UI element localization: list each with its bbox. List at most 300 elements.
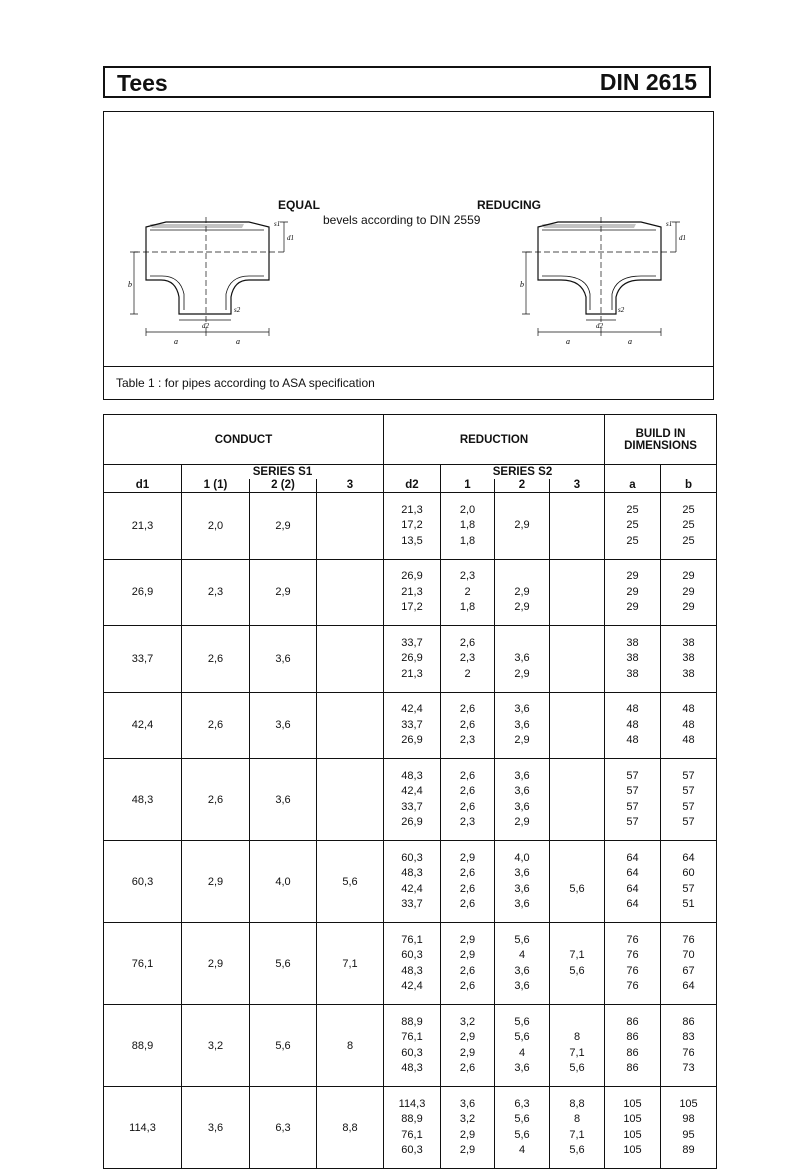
cell-a-value: 48: [626, 703, 639, 715]
cell-d2-value: 21,3: [401, 667, 423, 680]
cell-d2-value: 114,3: [398, 1097, 426, 1110]
cell-a-value: 48: [626, 718, 639, 731]
cell-s2-2-value: 4: [518, 1144, 526, 1156]
page-header: [103, 66, 711, 98]
cell-s2-1-value: 1,8: [459, 601, 476, 613]
cell-s1-3: 5,6: [317, 841, 384, 923]
cell-s2-3-value: 7,1: [569, 949, 585, 961]
cell-d2-value: 76,1: [401, 933, 423, 946]
cell-a: [605, 923, 661, 1005]
cell-s2-3: [550, 759, 605, 841]
cell-s2-2-value: 3,6: [514, 652, 530, 664]
cell-d2-value: 21,3: [401, 503, 423, 516]
cell-s2-2-value: 3,6: [514, 964, 530, 977]
cell-s2-2-value: [495, 636, 549, 652]
figure-panel: [103, 111, 714, 400]
cell-s2-2-value: 5,6: [514, 1128, 530, 1141]
cell-d2-value: 17,2: [401, 601, 423, 613]
cell-b-value: 25: [682, 534, 695, 547]
cell-s1-2: 2,9: [250, 493, 317, 560]
dim-s2-label: s2: [618, 306, 625, 314]
cell-d2-value: 13,5: [401, 534, 423, 547]
cell-s2-3-value: 5,6: [569, 964, 585, 977]
cell-s2-2-value: 4: [518, 1046, 526, 1059]
cell-s1-2: 3,6: [250, 759, 317, 841]
col-s2-3-header: 3: [550, 479, 605, 493]
cell-s2-3: [550, 923, 605, 1005]
cell-s1-2: 6,3: [250, 1087, 317, 1169]
cell-a-value: 64: [626, 882, 639, 895]
reducing-label: REDUCING: [477, 198, 542, 212]
cell-d2-value: 33,7: [401, 898, 423, 910]
cell-s2-3-value: [550, 518, 604, 534]
cell-s2-1: [441, 692, 495, 759]
cell-d2: [384, 626, 441, 693]
cell-s2-3-value: [550, 851, 604, 867]
col-s2-1-header: 1: [441, 479, 495, 493]
dim-b-label: b: [128, 280, 132, 289]
dim-d2-label: d2: [202, 322, 209, 330]
cell-s2-1-value: 2,6: [459, 718, 476, 731]
cell-d2-value: 88,9: [401, 1113, 423, 1125]
cell-s1-1: 2,0: [182, 493, 250, 560]
cell-d2: [384, 923, 441, 1005]
cell-s1-2: 2,9: [250, 559, 317, 626]
cell-a-value: 29: [626, 601, 639, 613]
cell-s2-3-value: [550, 1015, 604, 1031]
cell-s2-1-value: 2,6: [459, 964, 476, 977]
table-row: [104, 692, 717, 759]
cell-s2-2: [495, 1005, 550, 1087]
cell-b-value: 48: [682, 734, 695, 746]
cell-s2-1-value: 3,2: [459, 1113, 476, 1125]
cell-s2-1: [441, 559, 495, 626]
cell-s2-3-value: 8: [573, 1031, 581, 1043]
dim-a-right-label: a: [628, 337, 632, 346]
cell-d1: 76,1: [104, 923, 182, 1005]
cell-s2-1-value: 2,3: [459, 734, 476, 746]
cell-b-value: 29: [682, 585, 695, 598]
cell-d1: 33,7: [104, 626, 182, 693]
cell-b-value: 95: [682, 1128, 695, 1141]
cell-s2-3-value: [550, 636, 604, 652]
table-row: [104, 493, 717, 560]
cell-s1-3: [317, 626, 384, 693]
cell-s2-3-value: [550, 815, 604, 831]
cell-a-value: 64: [626, 867, 639, 879]
cell-s2-2-value: 3,6: [514, 785, 530, 797]
cell-s2-3: [550, 1005, 605, 1087]
cell-a-value: 29: [626, 585, 639, 598]
cell-s2-3-value: [550, 503, 604, 519]
cell-s2-3-value: [550, 800, 604, 816]
cell-s1-3: [317, 559, 384, 626]
cell-s2-1: [441, 1087, 495, 1169]
cell-s1-1: 2,9: [182, 923, 250, 1005]
cell-s2-3-value: [550, 569, 604, 585]
cell-s2-2-value: 4: [518, 949, 526, 961]
cell-s2-1-value: 2,9: [459, 1031, 476, 1043]
cell-b-value: 38: [682, 667, 695, 680]
cell-s2-2-value: 3,6: [514, 703, 530, 715]
cell-d2-value: 26,9: [401, 734, 423, 746]
cell-s2-3-value: 7,1: [569, 1128, 585, 1141]
cell-s2-1: [441, 759, 495, 841]
col-b-header: b: [661, 479, 717, 493]
reducing-tee-drawing: [516, 212, 696, 362]
cell-s2-3-value: 5,6: [569, 1062, 585, 1074]
cell-s2-3-value: [550, 718, 604, 734]
cell-s1-3: [317, 692, 384, 759]
cell-b-value: 67: [682, 964, 695, 977]
cell-s2-3-value: [550, 979, 604, 995]
cell-s2-1-value: 2,6: [459, 882, 476, 895]
cell-s2-2-value: 2,9: [514, 585, 530, 598]
cell-a-value: 29: [626, 570, 639, 582]
cell-a-value: 86: [626, 1046, 639, 1059]
cell-d2: [384, 1087, 441, 1169]
cell-d2-value: 48,3: [401, 867, 423, 879]
cell-a: [605, 692, 661, 759]
cell-b-value: 57: [682, 769, 695, 782]
cell-d2: [384, 841, 441, 923]
cell-a-value: 105: [623, 1128, 642, 1141]
cell-s2-3: [550, 626, 605, 693]
equal-tee-drawing: [124, 212, 304, 362]
cell-s2-2-value: 2,9: [514, 519, 530, 531]
cell-s2-1-value: 2,6: [459, 785, 476, 797]
cell-s2-2: [495, 923, 550, 1005]
cell-s2-3-value: 8: [573, 1113, 581, 1125]
cell-s2-1-value: 2,6: [459, 867, 476, 879]
cell-s2-1-value: 2,9: [459, 1144, 476, 1156]
cell-b: [661, 759, 717, 841]
cell-s2-1-value: 2: [464, 585, 471, 598]
cell-a: [605, 1087, 661, 1169]
cell-d2-value: 42,4: [401, 882, 423, 895]
bevels-note: bevels according to DIN 2559: [323, 213, 481, 227]
cell-a: [605, 841, 661, 923]
cell-s2-2-value: 6,3: [514, 1097, 530, 1110]
cell-b: [661, 559, 717, 626]
cell-s2-1-value: 1,8: [459, 534, 476, 547]
col-d2-header: d2: [384, 479, 441, 493]
cell-b: [661, 692, 717, 759]
cell-s2-1-value: 2,6: [459, 1062, 476, 1074]
cell-s2-1: [441, 841, 495, 923]
cell-d1: 26,9: [104, 559, 182, 626]
cell-b-value: 57: [682, 785, 695, 797]
cell-s1-2: 3,6: [250, 692, 317, 759]
cell-a: [605, 559, 661, 626]
cell-a-value: 25: [626, 503, 639, 516]
cell-s2-1-value: 2,9: [459, 949, 476, 961]
cell-d2-value: 17,2: [401, 519, 423, 531]
cell-s1-1: 2,6: [182, 626, 250, 693]
cell-s2-2-value: 3,6: [514, 1062, 530, 1074]
cell-b-value: 89: [682, 1144, 695, 1156]
cell-b-value: 57: [682, 800, 695, 813]
cell-d1: 114,3: [104, 1087, 182, 1169]
cell-a-value: 86: [626, 1062, 639, 1074]
dim-d1-label: d1: [287, 234, 294, 242]
cell-s2-3-value: [550, 769, 604, 785]
cell-s2-2-value: [495, 534, 549, 550]
cell-s2-2: [495, 759, 550, 841]
cell-s2-1-value: 2,3: [459, 570, 476, 582]
cell-s2-2-value: 2,9: [514, 816, 530, 828]
cell-s2-2-value: 5,6: [514, 1015, 530, 1028]
cell-b: [661, 626, 717, 693]
cell-a-value: 48: [626, 734, 639, 746]
cell-s2-2: [495, 841, 550, 923]
cell-d2-value: 33,7: [401, 718, 423, 731]
cell-s2-3-value: 7,1: [569, 1046, 585, 1059]
cell-d2-value: 42,4: [401, 703, 423, 715]
cell-s2-3: [550, 559, 605, 626]
cell-a-value: 76: [626, 933, 639, 946]
cell-a-value: 76: [626, 949, 639, 961]
cell-s2-3-value: [550, 585, 604, 601]
cell-s2-1-value: 2,6: [459, 898, 476, 910]
cell-s2-2: [495, 626, 550, 693]
cell-b-value: 38: [682, 636, 695, 649]
col-s1-1-header: 1 (1): [182, 479, 250, 493]
cell-s2-2-value: 5,6: [514, 1031, 530, 1043]
cell-b: [661, 1087, 717, 1169]
cell-s2-1-value: 2,9: [459, 933, 476, 946]
standard-number: DIN 2615: [599, 69, 697, 95]
cell-s2-2-value: 2,9: [514, 601, 530, 613]
table-row: [104, 1087, 717, 1169]
cell-s1-1: 2,6: [182, 759, 250, 841]
cell-s2-3-value: [550, 600, 604, 616]
cell-a: [605, 1005, 661, 1087]
cell-a-value: 105: [623, 1144, 642, 1156]
table-row: [104, 626, 717, 693]
cell-s2-3-value: [550, 933, 604, 949]
cell-s2-3-value: [550, 733, 604, 749]
cell-b-value: 98: [682, 1113, 695, 1125]
cell-a-value: 64: [626, 851, 639, 864]
dim-s1-label: s1: [666, 220, 673, 228]
cell-b-value: 76: [682, 933, 695, 946]
cell-b-value: 48: [682, 718, 695, 731]
cell-d2-value: 60,3: [401, 851, 423, 864]
dim-d2-label: d2: [596, 322, 603, 330]
cell-d2-value: 42,4: [401, 785, 423, 797]
cell-s1-2: 4,0: [250, 841, 317, 923]
dim-b-label: b: [520, 280, 524, 289]
cell-b-value: 60: [682, 867, 695, 879]
cell-s2-2-value: [495, 503, 549, 519]
table-row: [104, 841, 717, 923]
cell-s2-1: [441, 1005, 495, 1087]
cell-a: [605, 626, 661, 693]
cell-s2-2-value: 5,6: [514, 1113, 530, 1125]
cell-s2-3: [550, 493, 605, 560]
cell-b: [661, 1005, 717, 1087]
cell-b-value: 29: [682, 570, 695, 582]
cell-s2-3-value: [550, 651, 604, 667]
cell-s2-1: [441, 626, 495, 693]
cell-d2-value: 33,7: [401, 636, 423, 649]
dimension-table: [103, 414, 717, 1169]
cell-s2-1-value: 3,6: [459, 1097, 476, 1110]
dim-a-right-label: a: [236, 337, 240, 346]
cell-s2-3: [550, 1087, 605, 1169]
cell-a-value: 76: [626, 964, 639, 977]
cell-b-value: 83: [682, 1031, 695, 1043]
cell-a-value: 57: [626, 800, 639, 813]
cell-d2-value: 76,1: [401, 1128, 423, 1141]
dim-s2-label: s2: [234, 306, 241, 314]
table-row: [104, 559, 717, 626]
figure-caption-row: [104, 366, 713, 400]
table-row: [104, 923, 717, 1005]
dim-a-left-label: a: [566, 337, 570, 346]
cell-s2-1-value: 2,6: [459, 636, 476, 649]
cell-s1-1: 2,3: [182, 559, 250, 626]
cell-b: [661, 493, 717, 560]
cell-s1-3: [317, 493, 384, 560]
table-row: [104, 759, 717, 841]
cell-s1-1: 3,6: [182, 1087, 250, 1169]
cell-a-value: 57: [626, 816, 639, 828]
cell-s2-3-value: 5,6: [569, 882, 585, 895]
cell-d2-value: 60,3: [401, 1144, 423, 1156]
cell-s2-2-value: 4,0: [514, 851, 530, 864]
col-a-header: a: [605, 479, 661, 493]
cell-s1-2: 3,6: [250, 626, 317, 693]
cell-s2-1-value: 1,8: [459, 519, 476, 531]
cell-b-value: 51: [682, 898, 695, 910]
cell-s2-3-value: [550, 702, 604, 718]
cell-d2-value: 33,7: [401, 800, 423, 813]
cell-s2-1-value: 2,9: [459, 1128, 476, 1141]
build-in-header: BUILD IN DIMENSIONS: [605, 415, 717, 465]
cell-s2-2-value: 2,9: [514, 734, 530, 746]
cell-s1-3: 8,8: [317, 1087, 384, 1169]
cell-a-value: 57: [626, 769, 639, 782]
cell-d2-value: 42,4: [401, 980, 423, 992]
cell-b-value: 86: [682, 1015, 695, 1028]
cell-s2-3-value: 5,6: [569, 1144, 585, 1156]
cell-a-value: 86: [626, 1015, 639, 1028]
cell-s2-1-value: 2: [464, 667, 471, 680]
cell-s2-2-value: [495, 569, 549, 585]
cell-d2: [384, 692, 441, 759]
cell-s2-3-value: [550, 784, 604, 800]
cell-b-value: 76: [682, 1046, 695, 1059]
cell-b: [661, 841, 717, 923]
cell-s2-1-value: 2,6: [459, 980, 476, 992]
cell-s1-3: 7,1: [317, 923, 384, 1005]
cell-d1: 42,4: [104, 692, 182, 759]
document-title: Tees: [117, 70, 168, 96]
cell-s2-1-value: 2,6: [459, 800, 476, 813]
cell-s2-1-value: 2,9: [459, 851, 476, 864]
cell-b-value: 38: [682, 652, 695, 664]
conduct-header: CONDUCT: [104, 415, 384, 465]
cell-b-value: 48: [682, 703, 695, 715]
cell-a-value: 105: [623, 1097, 642, 1110]
cell-b-value: 57: [682, 882, 695, 895]
cell-s2-2: [495, 493, 550, 560]
cell-s2-1-value: 2,9: [459, 1046, 476, 1059]
cell-s2-2-value: 3,6: [514, 867, 530, 879]
cell-s1-1: 3,2: [182, 1005, 250, 1087]
cell-a-value: 25: [626, 534, 639, 547]
cell-s2-1-value: 2,6: [459, 769, 476, 782]
cell-b-value: 25: [682, 519, 695, 531]
cell-b-value: 57: [682, 816, 695, 828]
cell-s2-1-value: 2,3: [459, 652, 476, 664]
cell-s1-2: 5,6: [250, 923, 317, 1005]
cell-d2: [384, 759, 441, 841]
cell-a-value: 38: [626, 667, 639, 680]
cell-a: [605, 759, 661, 841]
cell-a-value: 25: [626, 519, 639, 531]
cell-b-value: 25: [682, 503, 695, 516]
cell-s2-3-value: [550, 866, 604, 882]
cell-d2-value: 21,3: [401, 585, 423, 598]
col-s2-2-header: 2: [495, 479, 550, 493]
cell-d1: 21,3: [104, 493, 182, 560]
cell-b-value: 64: [682, 980, 695, 992]
cell-d2-value: 48,3: [401, 769, 423, 782]
col-s1-2-header: 2 (2): [250, 479, 317, 493]
cell-d2-value: 48,3: [401, 964, 423, 977]
cell-d2: [384, 559, 441, 626]
cell-a-value: 105: [623, 1113, 642, 1125]
cell-s1-3: 8: [317, 1005, 384, 1087]
cell-s1-1: 2,6: [182, 692, 250, 759]
cell-b-value: 105: [679, 1097, 698, 1110]
cell-d2-value: 88,9: [401, 1015, 423, 1028]
cell-d2-value: 60,3: [401, 1046, 423, 1059]
cell-s2-2-value: 2,9: [514, 667, 530, 680]
cell-s2-2-value: 3,6: [514, 882, 530, 895]
cell-d1: 88,9: [104, 1005, 182, 1087]
col-d1-header: d1: [104, 479, 182, 493]
equal-label: EQUAL: [278, 198, 320, 212]
cell-s2-2-value: 3,6: [514, 800, 530, 813]
cell-s2-3: [550, 692, 605, 759]
cell-s2-2: [495, 1087, 550, 1169]
cell-d1: 60,3: [104, 841, 182, 923]
cell-s2-2: [495, 559, 550, 626]
cell-a: [605, 493, 661, 560]
cell-a-value: 38: [626, 652, 639, 664]
cell-s2-3-value: [550, 897, 604, 913]
cell-a-value: 76: [626, 980, 639, 992]
cell-s1-3: [317, 759, 384, 841]
cell-b-value: 29: [682, 601, 695, 613]
cell-s2-1: [441, 923, 495, 1005]
cell-d2-value: 60,3: [401, 949, 423, 961]
cell-a-value: 57: [626, 785, 639, 797]
reduction-header: REDUCTION: [384, 415, 605, 465]
cell-s2-2-value: 3,6: [514, 718, 530, 731]
cell-s2-1-value: 3,2: [459, 1015, 476, 1028]
cell-s1-1: 2,9: [182, 841, 250, 923]
cell-s2-1: [441, 493, 495, 560]
series-s2-header: SERIES S2: [441, 465, 605, 479]
cell-d2: [384, 493, 441, 560]
cell-a-value: 86: [626, 1031, 639, 1043]
cell-s1-2: 5,6: [250, 1005, 317, 1087]
